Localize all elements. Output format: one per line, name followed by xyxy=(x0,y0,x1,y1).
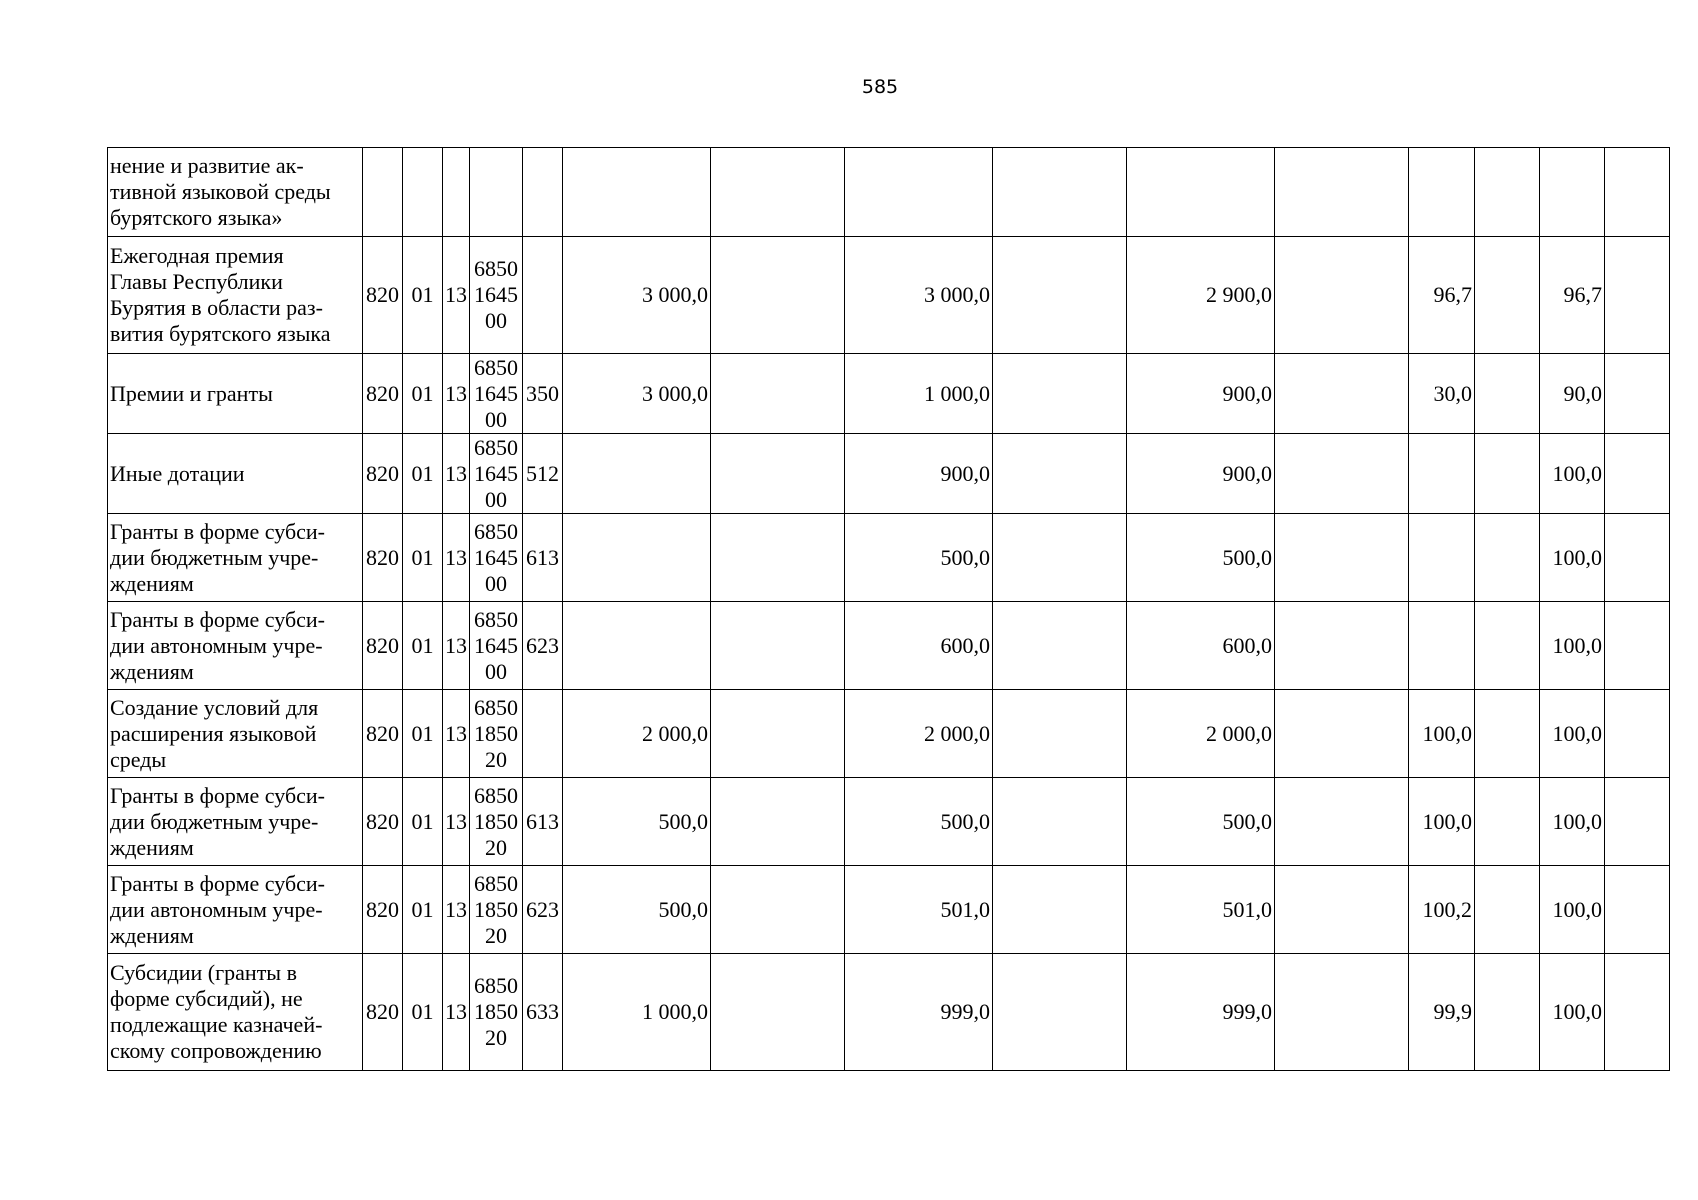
page-number: 585 xyxy=(861,76,899,98)
amount-cell-c10: 501,0 xyxy=(1127,866,1275,954)
row-name-line: форме субсидий), не xyxy=(110,986,303,1011)
amount-cell-c14: 96,7 xyxy=(1540,237,1605,354)
section-code-cell: 01 xyxy=(403,354,443,434)
target-article-cell xyxy=(470,954,523,1071)
amount-cell-c9 xyxy=(993,602,1127,690)
amount-cell-c14 xyxy=(1540,148,1605,237)
amount-cell-c15 xyxy=(1605,237,1670,354)
target-article-cell xyxy=(470,354,523,434)
ministry-code-cell: 820 xyxy=(363,514,403,602)
expense-type-cell xyxy=(523,148,563,237)
target-article-line: 6850 xyxy=(474,354,518,380)
section-code-cell: 01 xyxy=(403,514,443,602)
section-code-cell: 01 xyxy=(403,434,443,514)
amount-cell-c10: 2 000,0 xyxy=(1127,690,1275,778)
amount-cell-c15 xyxy=(1605,954,1670,1071)
amount-cell-c13 xyxy=(1475,354,1540,434)
table-row xyxy=(108,866,1670,954)
ministry-code-cell: 820 xyxy=(363,354,403,434)
amount-cell-c12: 100,0 xyxy=(1409,778,1475,866)
table-row xyxy=(108,954,1670,1071)
subsection-code-cell: 13 xyxy=(443,434,470,514)
amount-cell-c9 xyxy=(993,354,1127,434)
ministry-code-cell: 820 xyxy=(363,866,403,954)
row-name-line: Ежегодная премия xyxy=(110,243,284,268)
amount-cell-c7 xyxy=(711,602,845,690)
amount-cell-c14: 100,0 xyxy=(1540,690,1605,778)
amount-cell-c8: 999,0 xyxy=(845,954,993,1071)
section-code-cell: 01 xyxy=(403,237,443,354)
target-article-line: 6850 xyxy=(474,694,518,720)
subsection-code-cell: 13 xyxy=(443,690,470,778)
amount-cell-c12 xyxy=(1409,514,1475,602)
amount-cell-c6 xyxy=(563,148,711,237)
amount-cell-c12 xyxy=(1409,602,1475,690)
amount-cell-c9 xyxy=(993,148,1127,237)
table-row xyxy=(108,237,1670,354)
row-name-line: ждениям xyxy=(110,570,194,596)
target-article-cell xyxy=(470,866,523,954)
amount-cell-c13 xyxy=(1475,690,1540,778)
amount-cell-c13 xyxy=(1475,602,1540,690)
amount-cell-c14: 100,0 xyxy=(1540,434,1605,514)
target-article-line: 1645 xyxy=(474,460,518,486)
row-name-line: тивной языковой среды xyxy=(110,179,331,204)
target-article-line: 6850 xyxy=(474,518,518,544)
row-name-cell xyxy=(108,778,363,866)
ministry-code-cell: 820 xyxy=(363,954,403,1071)
amount-cell-c8: 900,0 xyxy=(845,434,993,514)
amount-cell-c12 xyxy=(1409,434,1475,514)
target-article-cell xyxy=(470,237,523,354)
amount-cell-c7 xyxy=(711,514,845,602)
amount-cell-c15 xyxy=(1605,602,1670,690)
amount-cell-c6: 500,0 xyxy=(563,866,711,954)
target-article-cell xyxy=(470,778,523,866)
amount-cell-c6 xyxy=(563,514,711,602)
expense-type-cell xyxy=(523,690,563,778)
amount-cell-c11 xyxy=(1275,866,1409,954)
row-name-line: расширения языковой xyxy=(110,720,317,746)
amount-cell-c9 xyxy=(993,514,1127,602)
amount-cell-c11 xyxy=(1275,778,1409,866)
amount-cell-c8: 2 000,0 xyxy=(845,690,993,778)
amount-cell-c14: 100,0 xyxy=(1540,602,1605,690)
row-name-line: Гранты в форме субси- xyxy=(110,782,326,808)
target-article-line: 00 xyxy=(485,406,507,432)
table-row xyxy=(108,148,1670,237)
row-name-cell xyxy=(108,148,363,237)
amount-cell-c7 xyxy=(711,354,845,434)
target-article-line: 00 xyxy=(485,308,507,333)
amount-cell-c7 xyxy=(711,778,845,866)
target-article-cell xyxy=(470,148,523,237)
expense-type-cell: 623 xyxy=(523,866,563,954)
amount-cell-c8: 1 000,0 xyxy=(845,354,993,434)
row-name-line: скому сопровождению xyxy=(110,1038,322,1063)
expense-type-cell: 613 xyxy=(523,778,563,866)
amount-cell-c14: 100,0 xyxy=(1540,866,1605,954)
amount-cell-c7 xyxy=(711,866,845,954)
amount-cell-c11 xyxy=(1275,148,1409,237)
target-article-line: 6850 xyxy=(474,606,518,632)
amount-cell-c14: 100,0 xyxy=(1540,954,1605,1071)
amount-cell-c9 xyxy=(993,237,1127,354)
amount-cell-c11 xyxy=(1275,602,1409,690)
amount-cell-c7 xyxy=(711,434,845,514)
amount-cell-c15 xyxy=(1605,778,1670,866)
amount-cell-c9 xyxy=(993,778,1127,866)
ministry-code-cell: 820 xyxy=(363,778,403,866)
amount-cell-c15 xyxy=(1605,514,1670,602)
amount-cell-c11 xyxy=(1275,954,1409,1071)
amount-cell-c13 xyxy=(1475,434,1540,514)
amount-cell-c15 xyxy=(1605,148,1670,237)
table-row xyxy=(108,434,1670,514)
table-row xyxy=(108,690,1670,778)
budget-table xyxy=(107,147,1670,1071)
amount-cell-c14: 100,0 xyxy=(1540,778,1605,866)
amount-cell-c14: 90,0 xyxy=(1540,354,1605,434)
row-name-line: дии автономным учре- xyxy=(110,632,323,658)
expense-type-cell: 350 xyxy=(523,354,563,434)
ministry-code-cell: 820 xyxy=(363,237,403,354)
row-name-cell xyxy=(108,602,363,690)
subsection-code-cell: 13 xyxy=(443,778,470,866)
target-article-line: 1850 xyxy=(474,896,518,922)
section-code-cell: 01 xyxy=(403,602,443,690)
target-article-line: 20 xyxy=(485,922,507,948)
amount-cell-c10 xyxy=(1127,148,1275,237)
target-article-line: 1645 xyxy=(474,544,518,570)
ministry-code-cell: 820 xyxy=(363,434,403,514)
row-name-cell xyxy=(108,237,363,354)
amount-cell-c7 xyxy=(711,237,845,354)
amount-cell-c8: 3 000,0 xyxy=(845,237,993,354)
expense-type-cell: 633 xyxy=(523,954,563,1071)
row-name-line: дии бюджетным учре- xyxy=(110,808,319,834)
amount-cell-c12: 30,0 xyxy=(1409,354,1475,434)
row-name-line: Гранты в форме субси- xyxy=(110,518,326,544)
amount-cell-c11 xyxy=(1275,237,1409,354)
expense-type-cell: 512 xyxy=(523,434,563,514)
expense-type-cell: 623 xyxy=(523,602,563,690)
target-article-line: 00 xyxy=(485,570,507,596)
section-code-cell xyxy=(403,148,443,237)
amount-cell-c13 xyxy=(1475,954,1540,1071)
amount-cell-c13 xyxy=(1475,778,1540,866)
target-article-line: 1850 xyxy=(474,999,518,1024)
amount-cell-c12: 100,2 xyxy=(1409,866,1475,954)
amount-cell-c12: 100,0 xyxy=(1409,690,1475,778)
row-name-line: Гранты в форме субси- xyxy=(110,870,326,896)
amount-cell-c8: 600,0 xyxy=(845,602,993,690)
amount-cell-c6: 3 000,0 xyxy=(563,237,711,354)
table-row xyxy=(108,354,1670,434)
amount-cell-c10: 900,0 xyxy=(1127,354,1275,434)
amount-cell-c12: 96,7 xyxy=(1409,237,1475,354)
section-code-cell: 01 xyxy=(403,778,443,866)
amount-cell-c12: 99,9 xyxy=(1409,954,1475,1071)
amount-cell-c9 xyxy=(993,954,1127,1071)
row-name-line: вития бурятского языка xyxy=(110,321,331,346)
amount-cell-c8 xyxy=(845,148,993,237)
amount-cell-c6: 2 000,0 xyxy=(563,690,711,778)
section-code-cell: 01 xyxy=(403,866,443,954)
amount-cell-c10: 500,0 xyxy=(1127,514,1275,602)
target-article-cell xyxy=(470,602,523,690)
target-article-line: 1645 xyxy=(474,282,518,307)
amount-cell-c8: 500,0 xyxy=(845,514,993,602)
amount-cell-c9 xyxy=(993,690,1127,778)
target-article-line: 1645 xyxy=(474,380,518,406)
subsection-code-cell: 13 xyxy=(443,866,470,954)
row-name-line: Бурятия в области раз- xyxy=(110,295,323,320)
row-name-line: бурятского языка» xyxy=(110,205,283,230)
expense-type-cell: 613 xyxy=(523,514,563,602)
target-article-line: 6850 xyxy=(474,870,518,896)
amount-cell-c14: 100,0 xyxy=(1540,514,1605,602)
amount-cell-c6: 1 000,0 xyxy=(563,954,711,1071)
expense-type-cell xyxy=(523,237,563,354)
row-name-cell xyxy=(108,434,363,514)
amount-cell-c15 xyxy=(1605,354,1670,434)
amount-cell-c11 xyxy=(1275,434,1409,514)
target-article-cell xyxy=(470,690,523,778)
amount-cell-c7 xyxy=(711,954,845,1071)
row-name-line: дии автономным учре- xyxy=(110,896,323,922)
amount-cell-c13 xyxy=(1475,237,1540,354)
row-name-line: Главы Республики xyxy=(110,269,283,294)
row-name-cell xyxy=(108,954,363,1071)
target-article-line: 1850 xyxy=(474,808,518,834)
amount-cell-c15 xyxy=(1605,690,1670,778)
subsection-code-cell: 13 xyxy=(443,514,470,602)
target-article-cell xyxy=(470,434,523,514)
amount-cell-c6 xyxy=(563,434,711,514)
target-article-line: 00 xyxy=(485,658,507,684)
row-name-line: дии бюджетным учре- xyxy=(110,544,319,570)
subsection-code-cell: 13 xyxy=(443,954,470,1071)
row-name-cell xyxy=(108,866,363,954)
amount-cell-c10: 600,0 xyxy=(1127,602,1275,690)
ministry-code-cell: 820 xyxy=(363,602,403,690)
row-name-line: нение и развитие ак- xyxy=(110,153,304,178)
target-article-line: 6850 xyxy=(474,434,518,460)
target-article-line: 6850 xyxy=(474,256,518,281)
target-article-line: 20 xyxy=(485,1025,507,1050)
row-name-line: Гранты в форме субси- xyxy=(110,606,326,632)
target-article-line: 1645 xyxy=(474,632,518,658)
amount-cell-c7 xyxy=(711,690,845,778)
budget-table-body xyxy=(108,148,1670,1071)
row-name-line: среды xyxy=(110,746,167,772)
amount-cell-c10: 2 900,0 xyxy=(1127,237,1275,354)
amount-cell-c11 xyxy=(1275,690,1409,778)
amount-cell-c10: 999,0 xyxy=(1127,954,1275,1071)
target-article-line: 1850 xyxy=(474,720,518,746)
subsection-code-cell: 13 xyxy=(443,354,470,434)
row-name-line: Премии и гранты xyxy=(110,380,273,406)
section-code-cell: 01 xyxy=(403,690,443,778)
row-name-cell xyxy=(108,690,363,778)
amount-cell-c8: 500,0 xyxy=(845,778,993,866)
table-row xyxy=(108,778,1670,866)
amount-cell-c15 xyxy=(1605,866,1670,954)
target-article-line: 20 xyxy=(485,834,507,860)
section-code-cell: 01 xyxy=(403,954,443,1071)
target-article-line: 6850 xyxy=(474,782,518,808)
row-name-cell xyxy=(108,354,363,434)
row-name-line: Создание условий для xyxy=(110,694,319,720)
row-name-line: ждениям xyxy=(110,834,194,860)
amount-cell-c8: 501,0 xyxy=(845,866,993,954)
amount-cell-c6: 500,0 xyxy=(563,778,711,866)
amount-cell-c13 xyxy=(1475,866,1540,954)
row-name-cell xyxy=(108,514,363,602)
amount-cell-c13 xyxy=(1475,514,1540,602)
ministry-code-cell xyxy=(363,148,403,237)
amount-cell-c7 xyxy=(711,148,845,237)
amount-cell-c13 xyxy=(1475,148,1540,237)
target-article-line: 20 xyxy=(485,746,507,772)
row-name-line: подлежащие казначей- xyxy=(110,1012,323,1037)
subsection-code-cell xyxy=(443,148,470,237)
target-article-cell xyxy=(470,514,523,602)
row-name-line: ждениям xyxy=(110,658,194,684)
row-name-line: ждениям xyxy=(110,922,194,948)
subsection-code-cell: 13 xyxy=(443,237,470,354)
amount-cell-c6 xyxy=(563,602,711,690)
amount-cell-c9 xyxy=(993,434,1127,514)
amount-cell-c10: 900,0 xyxy=(1127,434,1275,514)
amount-cell-c6: 3 000,0 xyxy=(563,354,711,434)
amount-cell-c11 xyxy=(1275,354,1409,434)
amount-cell-c15 xyxy=(1605,434,1670,514)
amount-cell-c11 xyxy=(1275,514,1409,602)
table-row xyxy=(108,602,1670,690)
subsection-code-cell: 13 xyxy=(443,602,470,690)
amount-cell-c9 xyxy=(993,866,1127,954)
table-row xyxy=(108,514,1670,602)
ministry-code-cell: 820 xyxy=(363,690,403,778)
row-name-line: Иные дотации xyxy=(110,460,245,486)
amount-cell-c12 xyxy=(1409,148,1475,237)
target-article-line: 6850 xyxy=(474,973,518,998)
amount-cell-c10: 500,0 xyxy=(1127,778,1275,866)
target-article-line: 00 xyxy=(485,486,507,512)
row-name-line: Субсидии (гранты в xyxy=(110,960,297,985)
